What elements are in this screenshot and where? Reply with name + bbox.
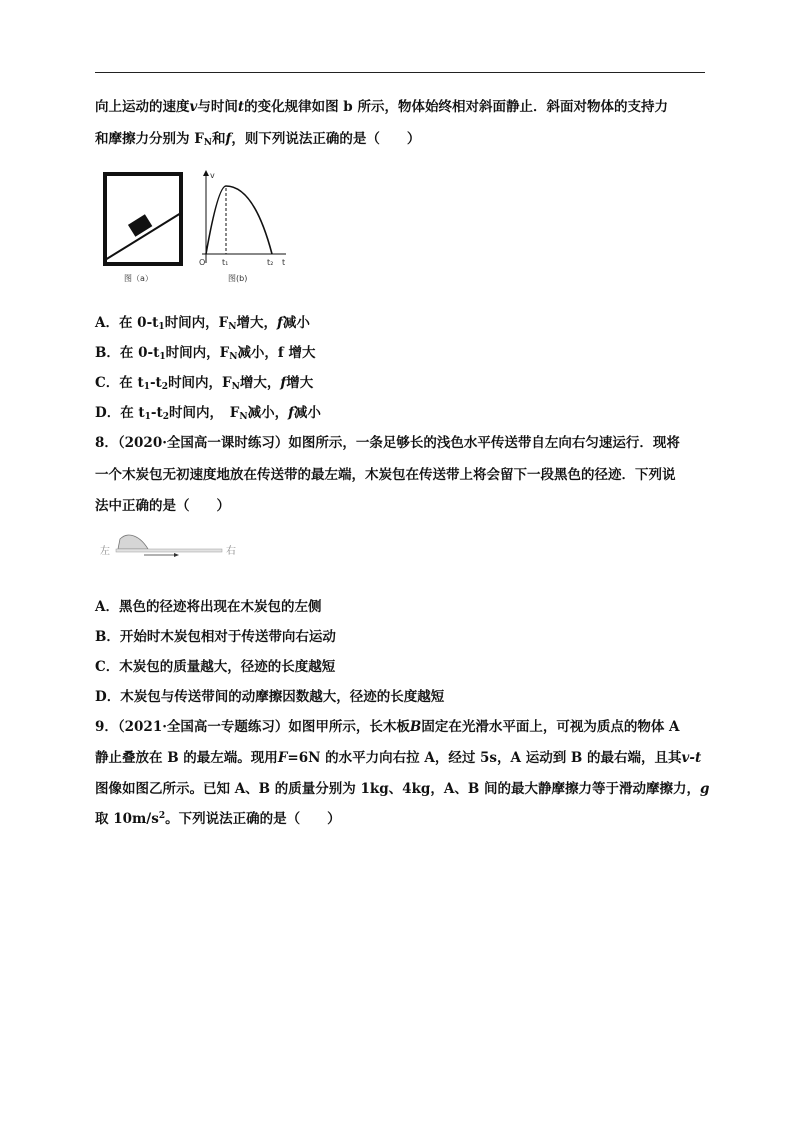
q8-option-c: C．木炭包的质量越大，径迹的长度越短	[95, 659, 336, 675]
q7-figure-a	[100, 168, 290, 288]
q8-option-b: B．开始时木炭包相对于传送带向右运动	[95, 629, 336, 645]
q7-option-c: C．在 $t_1-t_2$时间内，$F_N$增大，f增大	[95, 375, 314, 392]
v-axis-label: v	[210, 171, 215, 180]
charcoal-bag	[118, 535, 148, 549]
q7-stem-line2: 和摩擦力分别为 $F_N$和f，则下列说法正确的是（ ）	[95, 131, 421, 148]
q7-option-d: D．在 $t_1-t_2$时间内， $F_N$减小，f减小	[95, 405, 321, 422]
t1-label: t₁	[222, 258, 229, 267]
v-axis-arrow	[203, 170, 209, 176]
q8-stem-line1: 8．（2020·全国高一课时练习）如图所示，一条足够长的浅色水平传送带自左向右匀速运行．现将	[95, 435, 680, 451]
t-axis-label: t	[282, 258, 286, 267]
q7-stem-line1: 向上运动的速度v与时间t的变化规律如图 b 所示，物体始终相对斜面静止．斜面对物体的支持力	[95, 99, 668, 115]
q7-figure-b	[199, 170, 286, 283]
right-label: 右	[226, 546, 236, 557]
q8-option-a: A．黑色的径迹将出现在木炭包的左侧	[95, 599, 322, 615]
fig-b-label: 图(b)	[228, 274, 248, 283]
q8-conveyor-figure	[96, 528, 256, 564]
q9-stem-line4: 取 $10m/s^2$。下列说法正确的是（ ）	[95, 811, 341, 827]
left-label: 左	[100, 546, 110, 557]
origin-label: O	[199, 258, 206, 267]
q7-option-b: B．在 $0-t_1$时间内，$F_N$减小，f 增大	[95, 345, 316, 362]
q9-stem-line3: 图像如图乙所示。已知 A、B 的质量分别为 1kg、4kg，A、B 间的最大静摩擦力等于滑动摩擦力，g	[95, 781, 710, 797]
q8-stem-line2: 一个木炭包无初速度地放在传送带的最左端，木炭包在传送带上将会留下一段黑色的径迹．下列说	[95, 467, 676, 483]
velocity-curve	[206, 186, 272, 254]
q9-stem-line2: 静止叠放在 B 的最左端。现用F=6N 的水平力向右拉 A，经过 5s，A 运动到 B 的最右端，且其v-t	[95, 750, 702, 766]
t2-label: t₂	[267, 258, 274, 267]
fig-a-label: 图（a）	[124, 274, 153, 283]
header-rule	[95, 72, 705, 73]
direction-arrowhead	[174, 553, 179, 557]
q7-option-a: A．在 $0-t_1$时间内，$F_N$增大，f减小	[95, 315, 310, 332]
q8-option-d: D．木炭包与传送带间的动摩擦因数越大，径迹的长度越短	[95, 689, 445, 705]
q8-stem-line3: 法中正确的是（ ）	[95, 498, 230, 514]
q9-stem-line1: 9．（2021·全国高一专题练习）如图甲所示，长木板B固定在光滑水平面上，可视为质点的物体 A	[95, 719, 680, 735]
conveyor-belt	[116, 549, 222, 552]
